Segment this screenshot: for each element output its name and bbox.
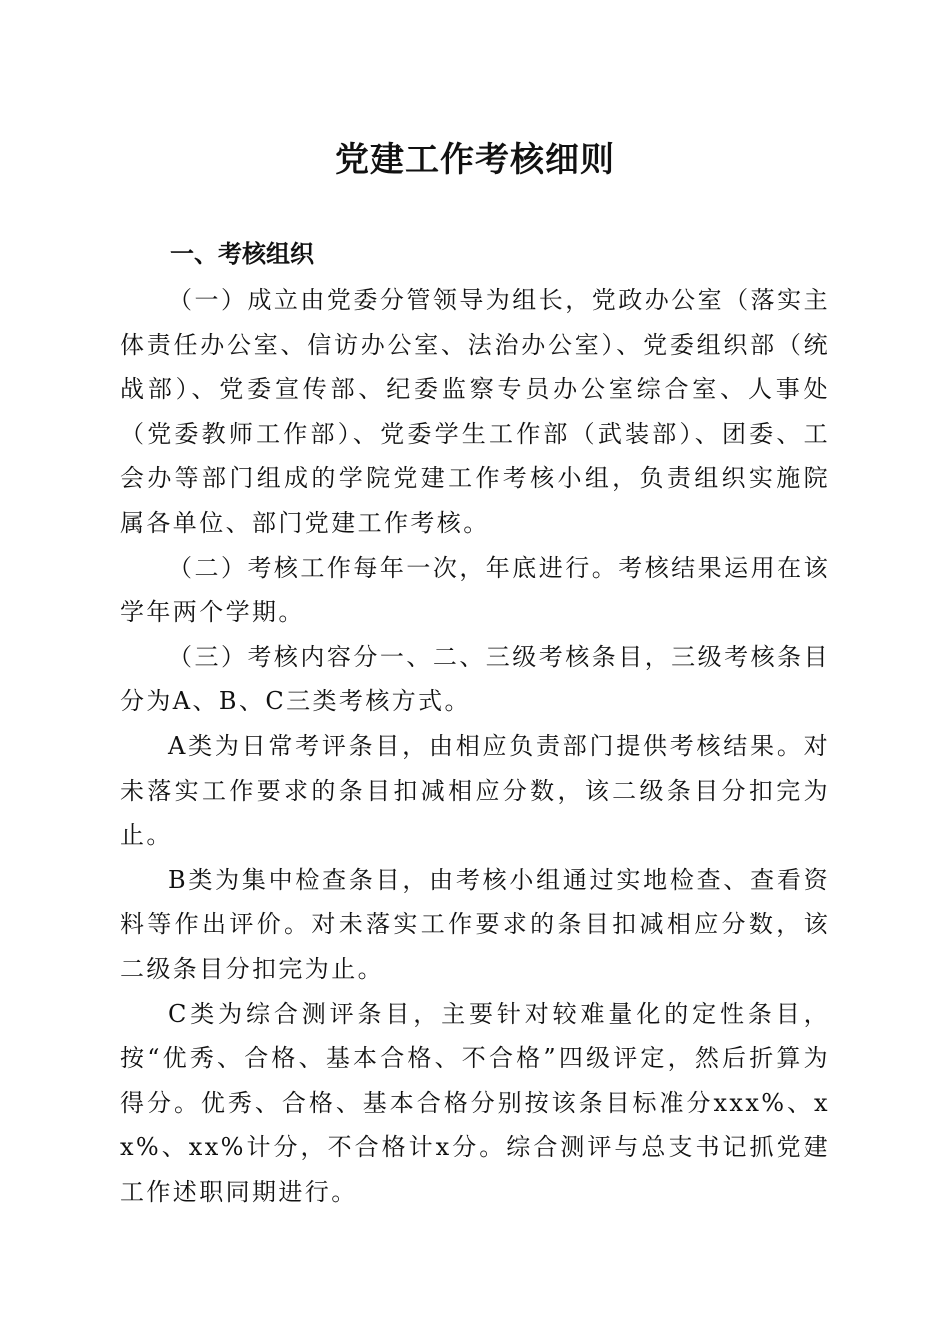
- paragraph-category-b: B类为集中检查条目，由考核小组通过实地检查、查看资料等作出评价。对未落实工作要求的条目扣减相应分数，该二级条目分扣完为止。: [120, 865, 830, 983]
- paragraph-organization: （一）成立由党委分管领导为组长，党政办公室（落实主体责任办公室、信访办公室、法治办公室）、党委组织部（统战部）、党委宣传部、纪委监察专员办公室综合室、人事处（党委教师工作部）、党委学生工作部（武装部）、团委、工会办等部门组成的学院党建工作考核小组，负责组织实施院属各单位、部门党建工作考核。: [120, 286, 830, 537]
- paragraph-category-a: A类为日常考评条目，由相应负责部门提供考核结果。对未落实工作要求的条目扣减相应分数，该二级条目分扣完为止。: [120, 731, 830, 850]
- paragraph-category-c: C类为综合测评条目，主要针对较难量化的定性条目，按“优秀、合格、基本合格、不合格”四级评定，然后折算为得分。优秀、合格、基本合格分别按该条目标准分xxx%、xx%、xx%计分，不合格计x分。综合测评与总支书记抓党建工作述职同期进行。: [120, 999, 830, 1206]
- document-body: [120, 278, 830, 1214]
- document-title: 党建工作考核细则: [335, 140, 615, 180]
- paragraph-frequency: （二）考核工作每年一次，年底进行。考核结果运用在该学年两个学期。: [120, 553, 830, 627]
- section-heading: 一、考核组织: [170, 239, 314, 268]
- paragraph-content-levels: （三）考核内容分一、二、三级考核条目，三级考核条目分为A、B、C三类考核方式。: [120, 642, 830, 716]
